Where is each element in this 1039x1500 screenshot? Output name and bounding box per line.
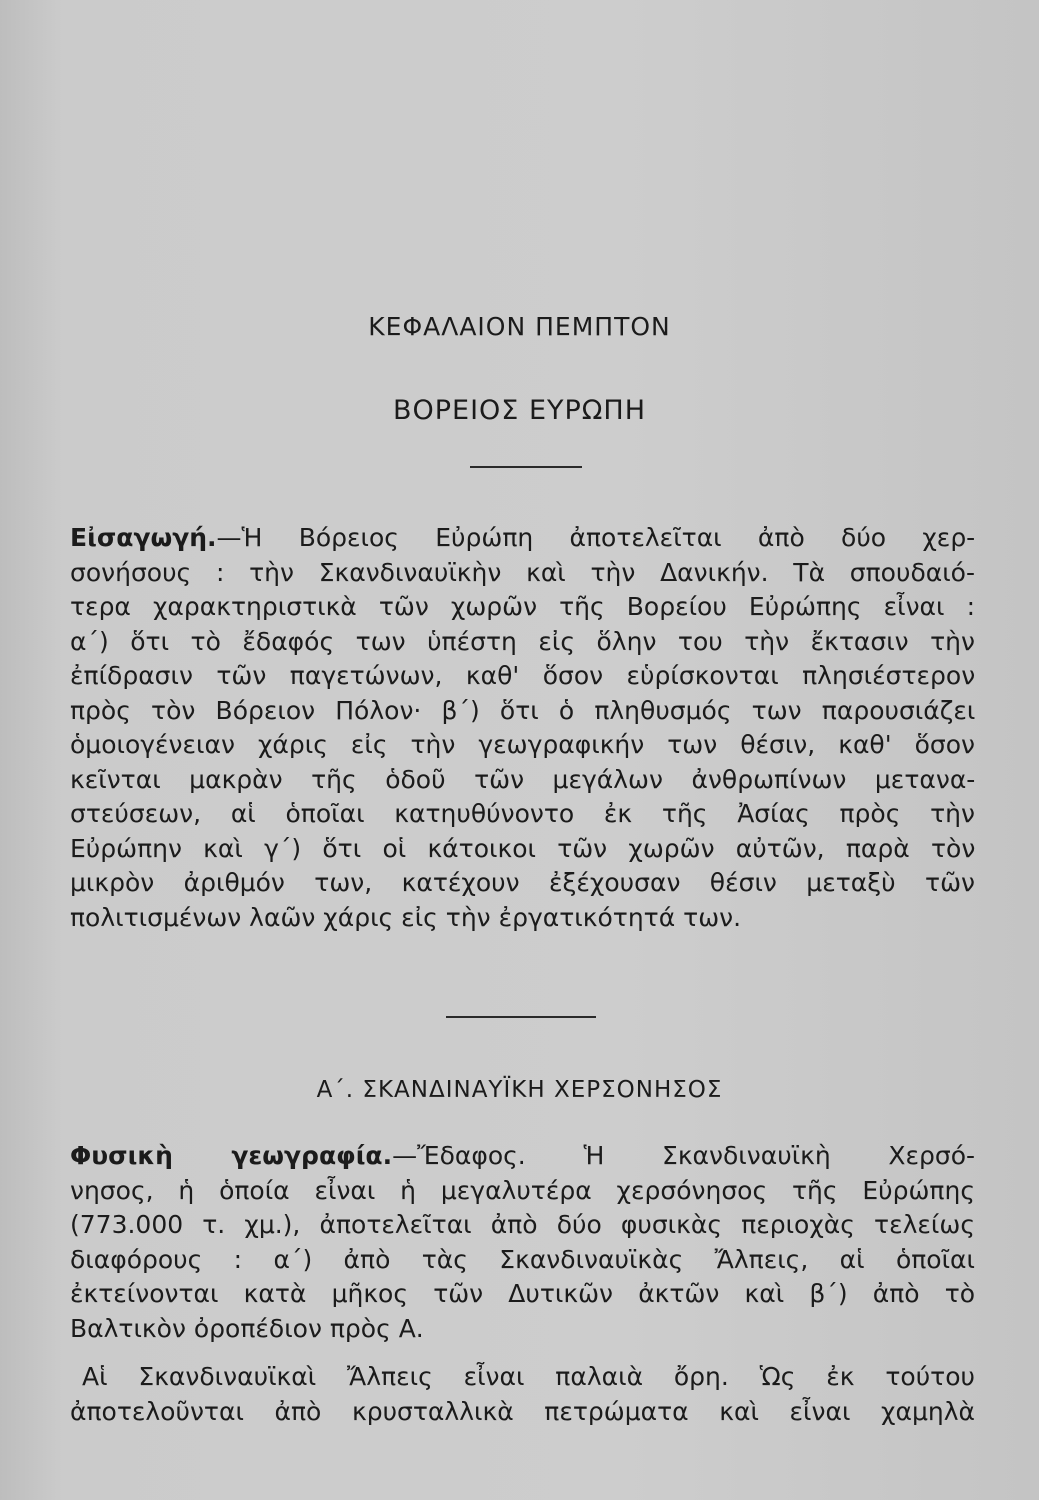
intro-line: πρὸς τὸν Βόρειον Πόλον· β΄) ὅτι ὁ πληθυσμός των παρουσιάζει <box>70 695 976 725</box>
intro-line: α΄) ὅτι τὸ ἔδαφός των ὑπέστη εἰς ὅλην του τὴν ἔκτασιν τὴν <box>70 626 975 656</box>
physical-line: διαφόρους : α΄) ἀπὸ τὰς Σκανδιναυϊκὰς Ἄλπεις, αἱ ὁποῖαι <box>70 1244 975 1274</box>
intro-line: σονήσους : τὴν Σκανδιναυϊκὴν καὶ τὴν Δανικήν. Τὰ σπουδαιό- <box>70 557 975 587</box>
intro-paragraph <box>70 521 975 935</box>
alps-line: Αἱ Σκανδιναυϊκαὶ Ἄλπεις εἶναι παλαιὰ ὄρη. Ὡς ἐκ τούτου <box>82 1362 975 1391</box>
intro-lead-heading: Εἰσαγωγή. <box>70 523 217 552</box>
intro-line: πολιτισμένων λαῶν χάρις εἰς τὴν ἐργατικότητά των. <box>70 902 742 932</box>
alps-paragraph <box>70 1360 975 1429</box>
physical-line: (773.000 τ. χμ.), ἀποτελεῖται ἀπὸ δύο φυσικὰς περιοχὰς τελείως <box>70 1210 975 1239</box>
physical-lead-heading: Φυσικὴ γεωγραφία. <box>70 1141 393 1170</box>
intro-line: ὁμοιογένειαν χάρις εἰς τὴν γεωγραφικήν των θέσιν, καθ' ὅσον <box>70 730 975 759</box>
physical-line: Βαλτικὸν ὀροπέδιον πρὸς Α. <box>70 1313 424 1343</box>
region-title: ΒΟΡΕΙΟΣ ΕΥΡΩΠΗ <box>392 395 647 426</box>
intro-line: ἐπίδρασιν τῶν παγετώνων, καθ' ὅσον εὑρίσκονται πλησιέστερον <box>70 661 976 690</box>
alps-line: ἀποτελοῦνται ἀπὸ κρυσταλλικὰ πετρώματα καὶ εἶναι χαμηλὰ <box>70 1396 975 1426</box>
physical-geography-paragraph <box>70 1139 975 1346</box>
intro-line: στεύσεων, αἱ ὁποῖαι κατηυθύνοντο ἐκ τῆς Ἀσίας πρὸς τὴν <box>70 799 975 828</box>
section-title: Α΄. ΣΚΑΝΔΙΝΑΥΪΚΗ ΧΕΡΣΟΝΗΣΟΣ <box>316 1077 723 1103</box>
title-divider <box>470 466 582 468</box>
physical-line: Φυσικὴ γεωγραφία.—Ἔδαφος. Ἡ Σκανδιναυϊκὴ Χερσό- <box>70 1141 976 1170</box>
physical-line: νησος, ἡ ὁποία εἶναι ἡ μεγαλυτέρα χερσόνησος τῆς Εὐρώπης <box>70 1175 975 1205</box>
intro-line: Εὐρώπην καὶ γ΄) ὅτι οἱ κάτοικοι τῶν χωρῶν αὐτῶν, παρὰ τὸν <box>70 833 976 863</box>
intro-line: μικρὸν ἀριθμόν των, κατέχουν ἐξέχουσαν θέσιν μεταξὺ τῶν <box>70 868 975 897</box>
section-divider <box>446 1016 596 1018</box>
chapter-title: ΚΕΦΑΛΑΙΟΝ ΠΕΜΠΤΟΝ <box>368 312 671 341</box>
intro-line: κεῖνται μακρὰν τῆς ὁδοῦ τῶν μεγάλων ἀνθρωπίνων μετανα- <box>70 764 976 794</box>
intro-line: τερα χαρακτηριστικὰ τῶν χωρῶν τῆς Βορείου Εὐρώπης εἶναι : <box>70 592 975 621</box>
physical-line: ἐκτείνονται κατὰ μῆκος τῶν Δυτικῶν ἀκτῶν καὶ β΄) ἀπὸ τὸ <box>70 1279 976 1308</box>
intro-line: Εἰσαγωγή.—Ἡ Βόρειος Εὐρώπη ἀποτελεῖται ἀπὸ δύο χερ- <box>70 523 976 552</box>
